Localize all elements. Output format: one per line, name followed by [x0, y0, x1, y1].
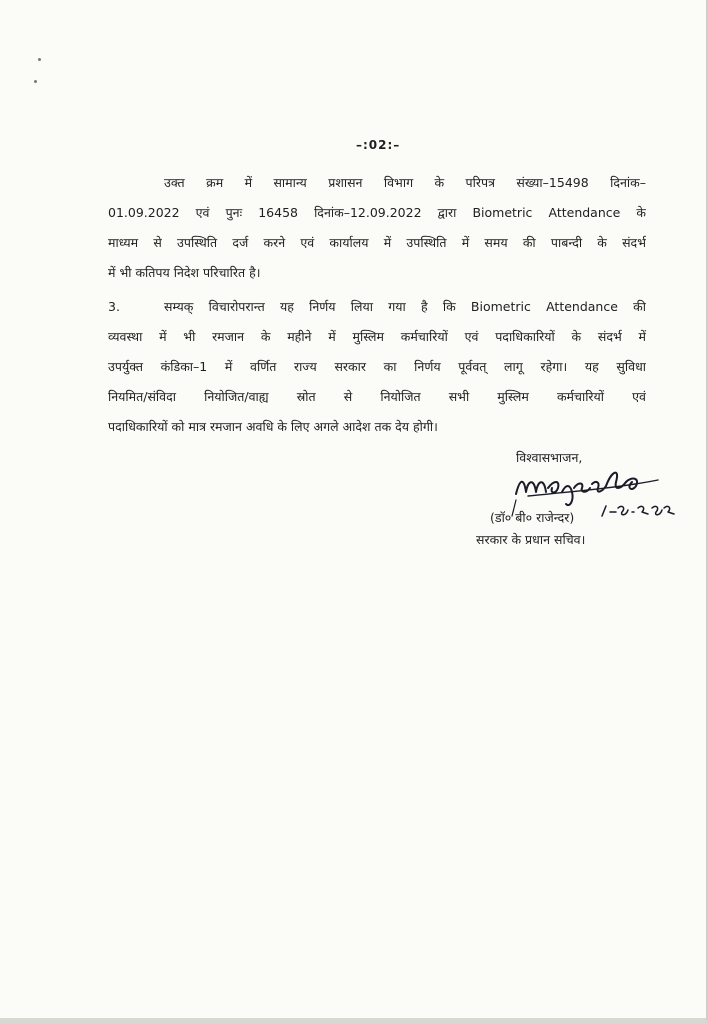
- paragraph-line: सम्यक् विचारोपरान्त यह निर्णय लिया गया है कि Biometric Attendance की: [164, 299, 646, 314]
- paragraph-line: व्यवस्था में भी रमजान के महीने में मुस्लिम कर्मचारियों एवं पदाधिकारियों के संदर्भ में: [108, 329, 646, 344]
- paragraph-line: माध्यम से उपस्थिति दर्ज करने एवं कार्यालय में उपस्थिति में समय की पाबन्दी के संदर्भ: [108, 235, 646, 250]
- paragraph-line: पदाधिकारियों को मात्र रमजान अवधि के लिए अगले आदेश तक देय होगी।: [108, 419, 438, 434]
- paragraph-line: उपर्युक्त कंडिका–1 में वर्णित राज्य सरकार का निर्णय पूर्ववत् लागू रहेगा। यह सुविधा: [108, 359, 646, 374]
- closing-salutation: विश्वासभाजन,: [516, 450, 583, 465]
- paragraph-number: 3.: [108, 299, 120, 314]
- paragraph-line: में भी कतिपय निदेश परिचारित है।: [108, 265, 261, 280]
- paragraph-line: उक्त क्रम में सामान्य प्रशासन विभाग के परिपत्र संख्या–15498 दिनांक–: [164, 175, 646, 190]
- paragraph-line: नियमित/संविदा नियोजित/वाह्य स्रोत से नियोजित सभी मुस्लिम कर्मचारियों एवं: [108, 389, 646, 404]
- scan-speck: [34, 80, 37, 83]
- page-number: –:02:–: [356, 138, 401, 152]
- signatory-designation: सरकार के प्रधान सचिव।: [476, 532, 586, 547]
- scan-speck: [38, 58, 41, 61]
- signatory-name: (डॉ० बी० राजेन्दर): [490, 510, 575, 525]
- paragraph-line: 01.09.2022 एवं पुनः 16458 दिनांक–12.09.2022 द्वारा Biometric Attendance के: [108, 205, 646, 220]
